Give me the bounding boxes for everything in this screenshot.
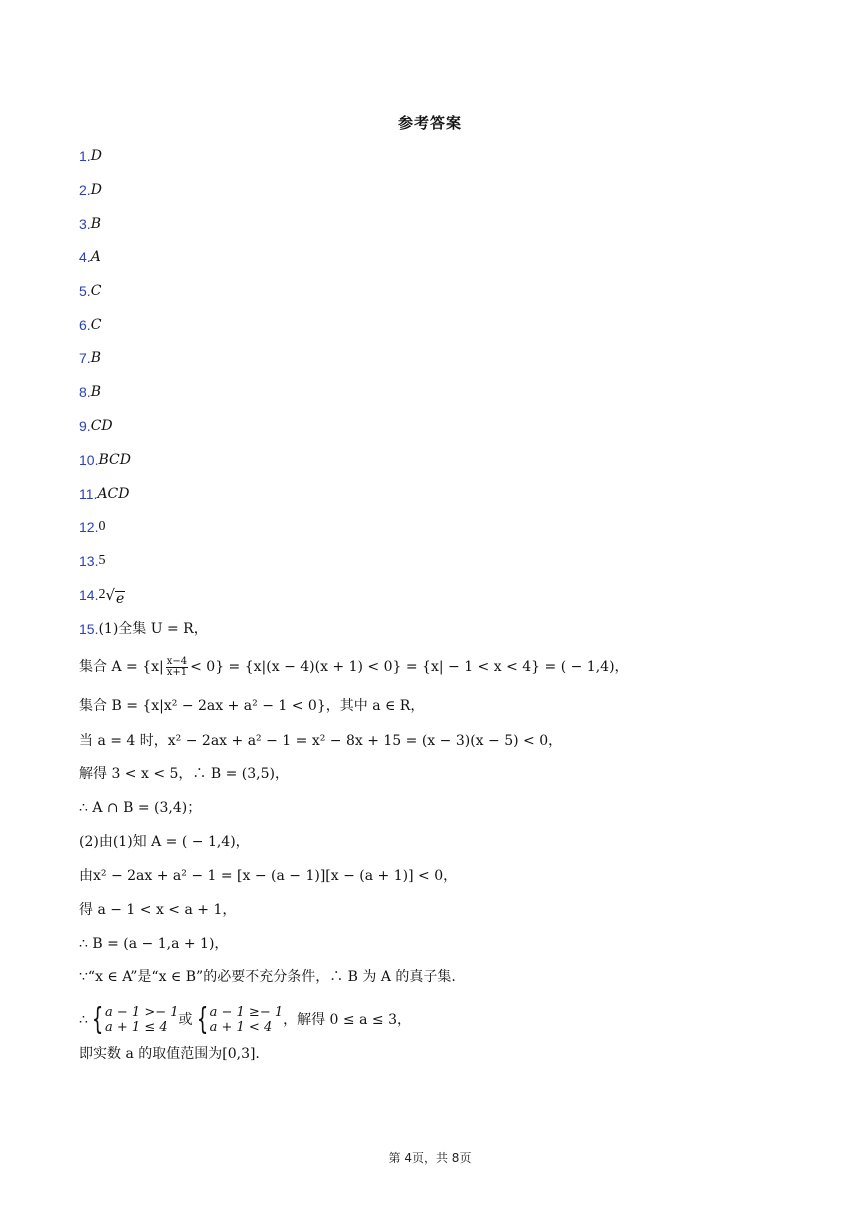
- solution-text: 解得 3 < x < 5，∴ B = (3,5)，: [79, 766, 289, 782]
- solution-text: 由x² − 2ax + a² − 1 = [x − (a − 1)][x − (a + 1)] < 0，: [79, 868, 458, 884]
- answer-value: BCD: [98, 452, 131, 468]
- answer-number: 7.: [79, 350, 91, 366]
- answer-number: 3.: [79, 216, 91, 232]
- q15-line-5: [79, 763, 289, 785]
- q15-line-1: [79, 618, 208, 640]
- answer-value: CD: [90, 418, 113, 434]
- solution-text: ∴ B = (a − 1,a + 1)，: [79, 936, 229, 952]
- solution-text: (1)全集 U = R，: [98, 621, 208, 637]
- answer-number: 14.: [79, 587, 99, 603]
- solution-text: 得 a − 1 < x < a + 1，: [79, 902, 237, 918]
- fraction-numerator: x−4: [166, 655, 188, 667]
- answer-value: 0: [98, 519, 106, 534]
- answer-line-13: [79, 550, 105, 572]
- q15-line-13: [79, 1043, 260, 1065]
- answer-line-12: [79, 516, 105, 538]
- answer-line-1: [79, 145, 102, 167]
- inequality-system: [193, 1002, 284, 1037]
- answer-value: C: [90, 283, 102, 299]
- answer-value: 5: [98, 553, 106, 568]
- answer-number: 12.: [79, 519, 99, 535]
- answer-line-14: [79, 584, 125, 606]
- solution-text: 集合 B = {x|x² − 2ax + a² − 1 < 0}，其中 a ∈ R，: [79, 698, 425, 714]
- answer-value: D: [90, 148, 102, 164]
- answer-number: 15.: [79, 621, 99, 637]
- answer-number: 6.: [79, 317, 91, 333]
- answer-number: 8.: [79, 384, 91, 400]
- answer-line-6: [79, 314, 101, 336]
- page-footer: 第 4页，共 8页: [388, 1151, 472, 1165]
- q15-line-4: [79, 730, 562, 752]
- answer-value: A: [90, 249, 101, 265]
- answer-number: 5.: [79, 283, 91, 299]
- answer-number: 13.: [79, 553, 99, 569]
- answer-number: 10.: [79, 452, 99, 468]
- answer-value: 2: [98, 587, 106, 602]
- q15-line-12: [79, 1004, 411, 1036]
- answer-value: ACD: [97, 486, 130, 502]
- brace-symbol: {: [196, 1002, 208, 1037]
- system-rows: [105, 1005, 179, 1035]
- solution-text: ∴ A ∩ B = (3,4)；: [79, 800, 202, 816]
- fraction: [166, 657, 188, 678]
- answer-value: B: [90, 350, 101, 366]
- solution-text: ∴: [79, 1012, 88, 1028]
- answer-number: 2.: [79, 182, 91, 198]
- answer-line-3: [79, 213, 101, 235]
- brace-symbol: {: [91, 1002, 104, 1037]
- answer-line-9: [79, 415, 113, 437]
- solution-text: ∵“x ∈ A”是“x ∈ B”的必要不充分条件，∴ B 为 A 的真子集.: [79, 969, 456, 985]
- answer-number: 9.: [79, 418, 91, 434]
- inequality-system: [88, 1002, 179, 1037]
- system-row: a − 1 ≥− 1: [209, 1005, 284, 1020]
- solution-text: 当 a = 4 时，x² − 2ax + a² − 1 = x² − 8x + 15 = (x − 3)(x − 5) < 0，: [79, 733, 563, 749]
- answer-number: 11.: [79, 486, 98, 502]
- system-rows: [210, 1005, 284, 1035]
- page-title: 参考答案: [397, 114, 462, 132]
- solution-text: < 0} = {x|(x − 4)(x + 1) < 0} = {x| − 1 < x < 4} = ( − 1,4)，: [190, 659, 629, 675]
- solution-text: 或: [178, 1012, 193, 1028]
- fraction-denominator: x+1: [166, 666, 188, 678]
- answer-line-2: [79, 179, 102, 201]
- q15-line-9: [79, 899, 236, 921]
- answer-value: B: [90, 384, 101, 400]
- q15-line-8: [79, 865, 457, 887]
- answer-value: D: [90, 182, 102, 198]
- q15-line-10: [79, 933, 228, 955]
- radicand: e: [116, 591, 125, 607]
- answer-number: 1.: [79, 148, 91, 164]
- system-row: a − 1 >− 1: [105, 1005, 179, 1020]
- system-row: a + 1 < 4: [209, 1020, 273, 1035]
- answer-line-4: [79, 246, 101, 268]
- q15-line-7: [79, 831, 250, 853]
- solution-text: 即实数 a 的取值范围为[0,3].: [79, 1046, 260, 1062]
- radical-sign: √: [105, 586, 116, 604]
- sqrt-expression: [105, 584, 125, 606]
- solution-text: ，解得 0 ≤ a ≤ 3，: [283, 1012, 411, 1028]
- q15-line-3: [79, 695, 424, 717]
- q15-line-11: [79, 966, 456, 988]
- system-row: a + 1 ≤ 4: [105, 1020, 168, 1035]
- answer-line-7: [79, 347, 101, 369]
- answer-number: 4.: [79, 249, 91, 265]
- answer-line-8: [79, 381, 101, 403]
- answer-value: C: [90, 317, 102, 333]
- solution-text: 集合 A = {x|: [79, 659, 164, 675]
- q15-line-2: [79, 656, 629, 678]
- q15-line-6: [79, 797, 201, 819]
- answer-line-11: [79, 483, 129, 505]
- answer-line-10: [79, 449, 131, 471]
- solution-text: (2)由(1)知 A = ( − 1,4)，: [79, 834, 250, 850]
- answer-line-5: [79, 280, 101, 302]
- answer-value: B: [90, 216, 101, 232]
